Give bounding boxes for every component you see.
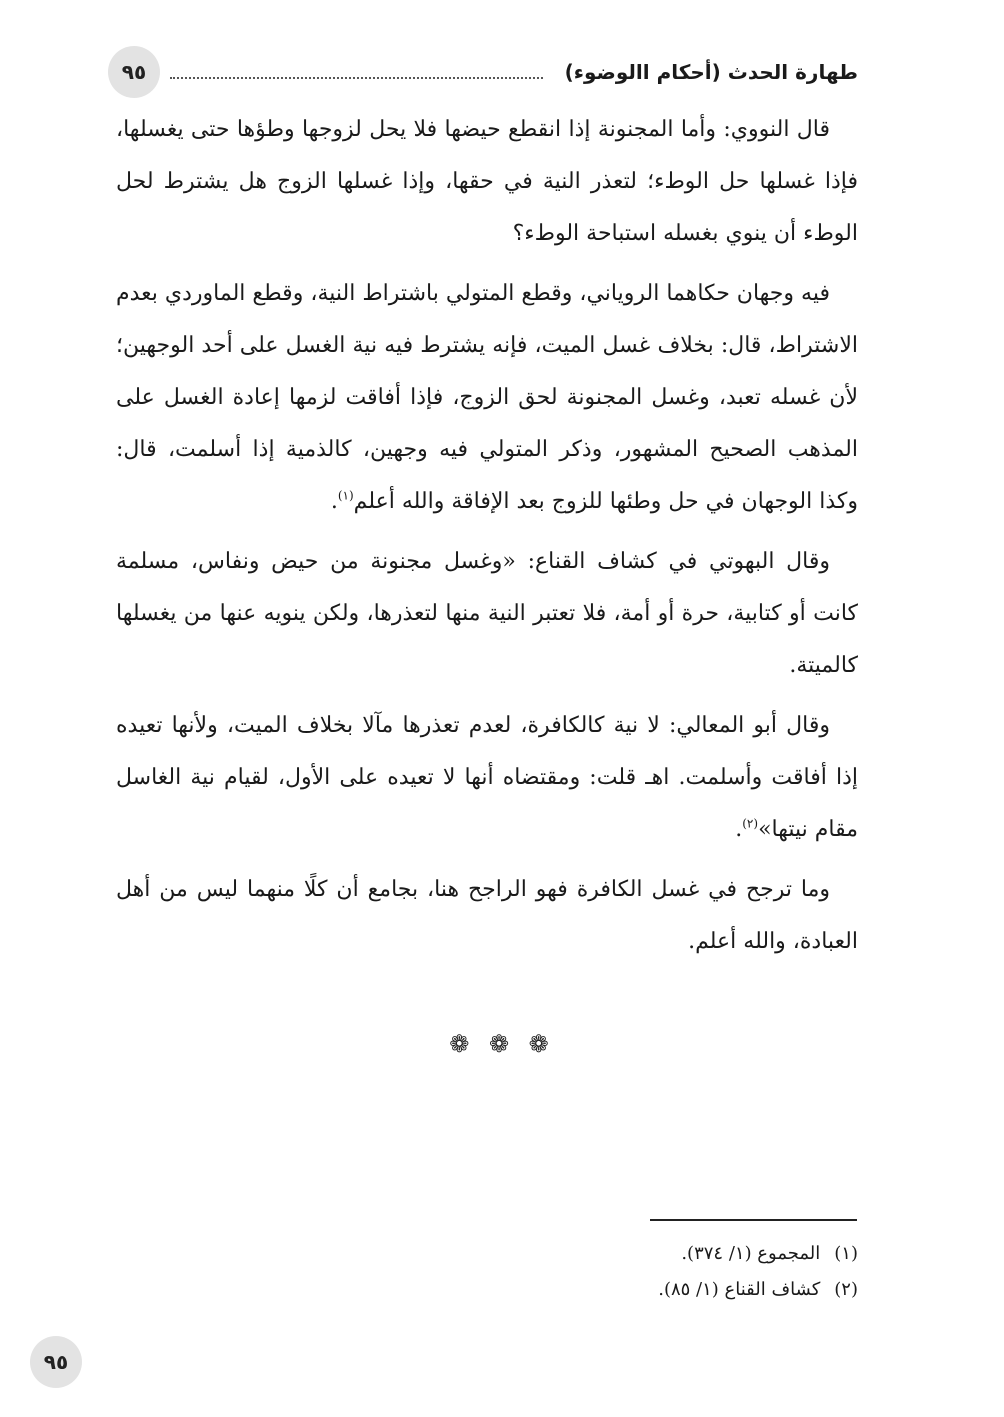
paragraph-4	[116, 700, 858, 856]
footnote-ref-1[interactable]: (١)	[337, 488, 354, 503]
paragraph-4-text: وقال أبو المعالي: لا نية كالكافرة، لعدم تعذرها مآلا بخلاف الميت، ولأنها تعيده إذا أفاقت وأسلمت. اهـ قلت: ومقتضاه أنها لا تعيده على الأول، لقيام نية الغاسل مقام نيتها»	[116, 713, 858, 842]
paragraph-2-text: فيه وجهان حكاهما الروياني، وقطع المتولي باشتراط النية، وقطع الماوردي بعدم الاشتراط، قال: بخلاف غسل الميت، فإنه يشترط فيه نية الغسل على أحد الوجهين؛ لأن غسله تعبد، وغسل المجنونة لحق الزوج، فإذا أفاقت لزمها إعادة الغسل على المذهب الصحيح المشهور، وذكر المتولي فيه وجهين، كالذمية إذا أسلمت، قال: وكذا الوجهان في حل وطئها للزوج بعد الإفاقة والله أعلم	[116, 281, 858, 514]
footnote-separator	[650, 1219, 857, 1221]
header-leader-dots	[170, 77, 543, 79]
paragraph-2-tail: .	[330, 489, 338, 514]
paragraph-5-text: وما ترجح في غسل الكافرة فهو الراجح هنا، بجامع أن كلًا منهما ليس من أهل العبادة، والله أعلم.	[116, 877, 858, 954]
footnote-2	[500, 1272, 858, 1308]
section-ornament: ❁ ❁ ❁	[449, 1030, 555, 1058]
footnote-ref-2[interactable]: (٢)	[742, 816, 759, 831]
running-header-title: طهارة الحدث (أحكام االوضوء)	[564, 60, 858, 84]
paragraph-2	[116, 268, 858, 528]
paragraph-1-text: قال النووي: وأما المجنونة إذا انقطع حيضها فلا يحل لزوجها وطؤها حتى يغسلها، فإذا غسلها حل الوطء؛ لتعذر النية في حقها، وإذا غسلها الزوج هل يشترط لحل الوطء أن ينوي بغسله استباحة الوطء؟	[116, 117, 858, 246]
footnote-1-text: المجموع (١/ ٣٧٤).	[681, 1243, 821, 1264]
footer-page-number: ٩٥	[30, 1336, 82, 1388]
running-header	[108, 44, 858, 100]
paragraph-3-text: وقال البهوتي في كشاف القناع: «وغسل مجنونة من حيض ونفاس، مسلمة كانت أو كتابية، حرة أو أمة، فلا تعتبر النية منها لتعذرها، ولكن ينويه عنها من يغسلها كالميتة.	[116, 549, 858, 678]
body-text	[116, 104, 858, 976]
paragraph-4-tail: .	[735, 817, 743, 842]
paragraph-1	[116, 104, 858, 260]
footnote-1-number: (١)	[834, 1243, 858, 1264]
paragraph-3	[116, 536, 858, 692]
footnotes	[500, 1236, 858, 1308]
footnote-1	[500, 1236, 858, 1272]
footnote-2-text: كشاف القناع (١/ ٨٥).	[658, 1279, 821, 1300]
header-page-number: ٩٥	[108, 46, 160, 98]
paragraph-5	[116, 864, 858, 968]
footnote-2-number: (٢)	[834, 1279, 858, 1300]
